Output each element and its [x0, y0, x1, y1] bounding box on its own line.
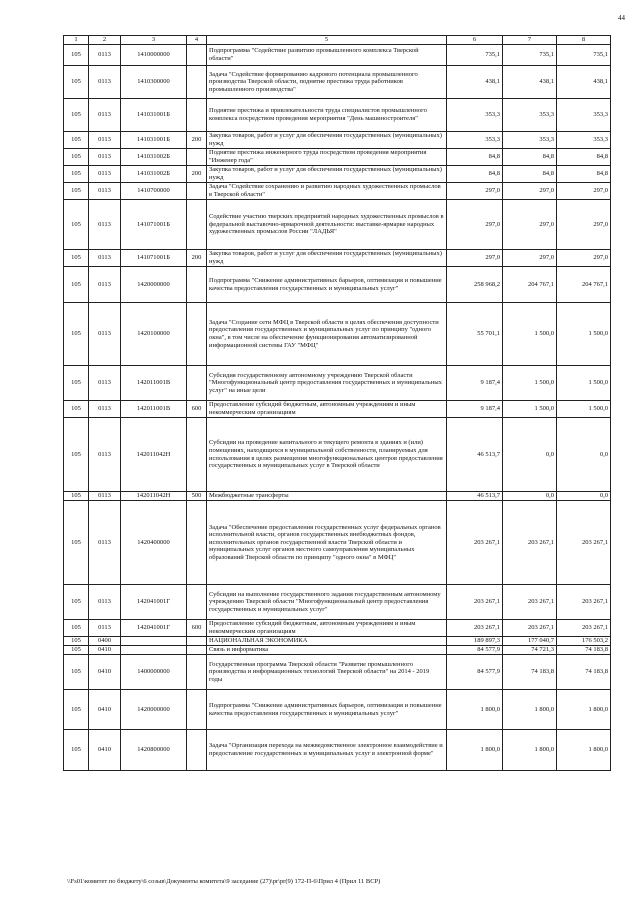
- subsection-code-cell: 0113: [89, 149, 121, 166]
- section-code-cell: 105: [64, 492, 89, 501]
- subsection-code-cell: 0410: [89, 646, 121, 655]
- amount-year1-cell: 55 701,1: [447, 303, 503, 366]
- section-code-cell: 105: [64, 66, 89, 99]
- section-code-cell: 105: [64, 366, 89, 401]
- target-article-cell: 142011001В: [121, 366, 187, 401]
- description-cell: Содействие участию тверских предприятий народных художественных промыслов в федеральной выставочно-ярмарочной деятельности: выставке-ярмарке народных художественных промыслов России "ЛАДЬЯ": [207, 200, 447, 250]
- target-article-cell: 141031002Б: [121, 149, 187, 166]
- header-row: [64, 36, 611, 45]
- description-cell: Подпрограмма "Снижение административных барьеров, оптимизация и повышение качества предоставления государственных и муниципальных услуг": [207, 267, 447, 303]
- amount-year1-cell: 46 513,7: [447, 492, 503, 501]
- subsection-code-cell: 0113: [89, 45, 121, 66]
- table-row: [64, 99, 611, 132]
- description-cell: Задача "Содействие сохранению и развитию народных художественных промыслов в Тверской области": [207, 183, 447, 200]
- amount-year2-cell: 204 767,1: [503, 267, 557, 303]
- budget-table: [63, 35, 611, 771]
- subsection-code-cell: 0113: [89, 66, 121, 99]
- subsection-code-cell: 0113: [89, 166, 121, 183]
- expense-type-cell: 200: [187, 166, 207, 183]
- target-article-cell: [121, 637, 187, 646]
- target-article-cell: 141031002Б: [121, 166, 187, 183]
- amount-year3-cell: 204 767,1: [557, 267, 611, 303]
- amount-year1-cell: 46 513,7: [447, 418, 503, 492]
- amount-year2-cell: 297,0: [503, 250, 557, 267]
- target-article-cell: 1410000000: [121, 45, 187, 66]
- section-code-cell: 105: [64, 200, 89, 250]
- section-code-cell: 105: [64, 303, 89, 366]
- expense-type-cell: [187, 99, 207, 132]
- description-cell: Субсидии на выполнение государственного задания государственным автономному учреждению Тверской области "Многофункциональный центр предоставления государственных и муниципальных услуг": [207, 585, 447, 620]
- description-cell: Закупка товаров, работ и услуг для обеспечения государственных (муниципальных) нужд: [207, 132, 447, 149]
- amount-year1-cell: 438,1: [447, 66, 503, 99]
- expense-type-cell: [187, 366, 207, 401]
- subsection-code-cell: 0113: [89, 183, 121, 200]
- amount-year2-cell: 0,0: [503, 418, 557, 492]
- target-article-cell: 142011042Н: [121, 492, 187, 501]
- subsection-code-cell: 0410: [89, 655, 121, 690]
- expense-type-cell: [187, 637, 207, 646]
- section-code-cell: 105: [64, 690, 89, 730]
- target-article-cell: 1420100000: [121, 303, 187, 366]
- expense-type-cell: [187, 655, 207, 690]
- section-code-cell: 105: [64, 637, 89, 646]
- table-row: [64, 492, 611, 501]
- table-row: [64, 646, 611, 655]
- description-cell: Государственная программа Тверской области "Развитие промышленного производства и информационных технологий Тверской области" на 2014 - 2019 годы: [207, 655, 447, 690]
- description-cell: Закупка товаров, работ и услуг для обеспечения государственных (муниципальных) нужд: [207, 250, 447, 267]
- file-path-footer: \\Fs01\комитет по бюджету\6 созыв\Документы комитета\9 заседание (27)\pr\pr(9) 172-П-6\Прил 4 (Прил 11 ВСР): [67, 878, 381, 885]
- target-article-cell: [121, 646, 187, 655]
- subsection-code-cell: 0113: [89, 132, 121, 149]
- section-code-cell: 105: [64, 646, 89, 655]
- table-row: [64, 401, 611, 418]
- description-cell: Подпрограмма "Снижение административных барьеров, оптимизация и повышение качества предоставления государственных и муниципальных услуг": [207, 690, 447, 730]
- subsection-code-cell: 0113: [89, 492, 121, 501]
- description-cell: Закупка товаров, работ и услуг для обеспечения государственных (муниципальных) нужд: [207, 166, 447, 183]
- table-row: [64, 132, 611, 149]
- description-cell: Субсидия государственному автономному учреждению Тверской области "Многофункциональный центр предоставления государственных и муниципальных услуг" на иные цели: [207, 366, 447, 401]
- table-row: [64, 637, 611, 646]
- amount-year3-cell: 74 183,8: [557, 646, 611, 655]
- target-article-cell: 1420000000: [121, 267, 187, 303]
- target-article-cell: 1420000000: [121, 690, 187, 730]
- amount-year1-cell: 353,3: [447, 99, 503, 132]
- column-header: 5: [207, 36, 447, 45]
- expense-type-cell: 600: [187, 620, 207, 637]
- description-cell: Межбюджетные трансферты: [207, 492, 447, 501]
- amount-year1-cell: 297,0: [447, 250, 503, 267]
- amount-year1-cell: 189 897,3: [447, 637, 503, 646]
- table-row: [64, 200, 611, 250]
- amount-year1-cell: 1 800,0: [447, 690, 503, 730]
- target-article-cell: 141071001Б: [121, 200, 187, 250]
- amount-year1-cell: 203 267,1: [447, 620, 503, 637]
- amount-year1-cell: 258 968,2: [447, 267, 503, 303]
- expense-type-cell: 500: [187, 492, 207, 501]
- table-row: [64, 267, 611, 303]
- subsection-code-cell: 0113: [89, 401, 121, 418]
- description-cell: Подпрограмма "Содействие развитию промышленного комплекса Тверской области": [207, 45, 447, 66]
- column-header: 6: [447, 36, 503, 45]
- section-code-cell: 105: [64, 45, 89, 66]
- amount-year3-cell: 297,0: [557, 250, 611, 267]
- description-cell: Задача "Организация перехода на межведомственное электронное взаимодействие и предоставление государственных и муниципальных услуг в электронной форме": [207, 730, 447, 771]
- subsection-code-cell: 0410: [89, 730, 121, 771]
- amount-year1-cell: 203 267,1: [447, 501, 503, 585]
- amount-year2-cell: 735,1: [503, 45, 557, 66]
- description-cell: Поднятие престижа и привлекательности труда специалистов промышленного комплекса посредством проведения мероприятия "День машиностроителя": [207, 99, 447, 132]
- subsection-code-cell: 0113: [89, 99, 121, 132]
- subsection-code-cell: 0113: [89, 501, 121, 585]
- amount-year2-cell: 353,3: [503, 99, 557, 132]
- page-number: 44: [618, 14, 625, 22]
- target-article-cell: 141031001Б: [121, 132, 187, 149]
- target-article-cell: 142041001Г: [121, 585, 187, 620]
- table-row: [64, 183, 611, 200]
- amount-year2-cell: 1 500,0: [503, 366, 557, 401]
- section-code-cell: 105: [64, 99, 89, 132]
- amount-year2-cell: 1 800,0: [503, 730, 557, 771]
- section-code-cell: 105: [64, 501, 89, 585]
- table-row: [64, 303, 611, 366]
- subsection-code-cell: 0113: [89, 585, 121, 620]
- amount-year2-cell: 203 267,1: [503, 585, 557, 620]
- amount-year2-cell: 1 500,0: [503, 303, 557, 366]
- amount-year2-cell: 0,0: [503, 492, 557, 501]
- subsection-code-cell: 0113: [89, 267, 121, 303]
- target-article-cell: 1410300000: [121, 66, 187, 99]
- amount-year2-cell: 297,0: [503, 200, 557, 250]
- amount-year2-cell: 297,0: [503, 183, 557, 200]
- amount-year3-cell: 84,8: [557, 149, 611, 166]
- subsection-code-cell: 0113: [89, 250, 121, 267]
- expense-type-cell: [187, 267, 207, 303]
- section-code-cell: 105: [64, 585, 89, 620]
- table-row: [64, 66, 611, 99]
- expense-type-cell: [187, 200, 207, 250]
- amount-year3-cell: 203 267,1: [557, 501, 611, 585]
- section-code-cell: 105: [64, 418, 89, 492]
- expense-type-cell: 200: [187, 132, 207, 149]
- expense-type-cell: [187, 45, 207, 66]
- table-row: [64, 366, 611, 401]
- amount-year3-cell: 203 267,1: [557, 620, 611, 637]
- section-code-cell: 105: [64, 620, 89, 637]
- section-code-cell: 105: [64, 132, 89, 149]
- table-row: [64, 250, 611, 267]
- column-header: 8: [557, 36, 611, 45]
- amount-year3-cell: 0,0: [557, 492, 611, 501]
- amount-year1-cell: 1 800,0: [447, 730, 503, 771]
- amount-year3-cell: 84,8: [557, 166, 611, 183]
- expense-type-cell: [187, 66, 207, 99]
- section-code-cell: 105: [64, 250, 89, 267]
- description-cell: Предоставление субсидий бюджетным, автономным учреждениям и иным некоммерческим организациям: [207, 401, 447, 418]
- description-cell: Задача "Содействие формированию кадрового потенциала промышленного производства Тверской области, поднятие престижа труда работников промышленного производства": [207, 66, 447, 99]
- expense-type-cell: 200: [187, 250, 207, 267]
- amount-year3-cell: 0,0: [557, 418, 611, 492]
- description-cell: Задача "Создание сети МФЦ в Тверской области в целях обеспечения доступности предоставления государственных и муниципальных услуг по принципу "одного окна", в том числе на обеспечение функционирования автоматизированной информационной системы ГАУ "МФЦ": [207, 303, 447, 366]
- description-cell: Задача "Обеспечение предоставления государственных услуг федеральных органов исполнительной власти, органов государственных внебюджетных фондов, исполнительных органов государственной власти Тверской области и муниципальных услуг органов местного самоуправления муниципальных образований Тверской области по принципу "одного окна" в МФЦ": [207, 501, 447, 585]
- section-code-cell: 105: [64, 149, 89, 166]
- target-article-cell: 142011042Н: [121, 418, 187, 492]
- section-code-cell: 105: [64, 183, 89, 200]
- section-code-cell: 105: [64, 166, 89, 183]
- amount-year3-cell: 1 800,0: [557, 690, 611, 730]
- amount-year1-cell: 84 577,9: [447, 655, 503, 690]
- amount-year1-cell: 84,8: [447, 166, 503, 183]
- section-code-cell: 105: [64, 730, 89, 771]
- subsection-code-cell: 0113: [89, 418, 121, 492]
- expense-type-cell: [187, 149, 207, 166]
- amount-year2-cell: 203 267,1: [503, 620, 557, 637]
- section-code-cell: 105: [64, 655, 89, 690]
- target-article-cell: 1400000000: [121, 655, 187, 690]
- table-row: [64, 418, 611, 492]
- column-header: 7: [503, 36, 557, 45]
- table-row: [64, 166, 611, 183]
- amount-year1-cell: 735,1: [447, 45, 503, 66]
- amount-year2-cell: 353,3: [503, 132, 557, 149]
- target-article-cell: 1420400000: [121, 501, 187, 585]
- target-article-cell: 142041001Г: [121, 620, 187, 637]
- amount-year3-cell: 297,0: [557, 183, 611, 200]
- amount-year2-cell: 1 800,0: [503, 690, 557, 730]
- amount-year3-cell: 176 503,2: [557, 637, 611, 646]
- subsection-code-cell: 0410: [89, 690, 121, 730]
- expense-type-cell: [187, 183, 207, 200]
- subsection-code-cell: 0113: [89, 303, 121, 366]
- amount-year1-cell: 353,3: [447, 132, 503, 149]
- expense-type-cell: [187, 501, 207, 585]
- amount-year3-cell: 1 500,0: [557, 366, 611, 401]
- target-article-cell: 1420800000: [121, 730, 187, 771]
- amount-year2-cell: 74 721,3: [503, 646, 557, 655]
- column-header: 3: [121, 36, 187, 45]
- amount-year3-cell: 297,0: [557, 200, 611, 250]
- subsection-code-cell: 0113: [89, 620, 121, 637]
- amount-year1-cell: 9 187,4: [447, 366, 503, 401]
- amount-year3-cell: 1 800,0: [557, 730, 611, 771]
- table-row: [64, 149, 611, 166]
- amount-year3-cell: 1 500,0: [557, 401, 611, 418]
- description-cell: Связь и информатика: [207, 646, 447, 655]
- description-cell: Поднятие престижа инженерного труда посредством проведения мероприятия "Инженер года": [207, 149, 447, 166]
- description-cell: Предоставление субсидий бюджетным, автономным учреждениям и иным некоммерческим организациям: [207, 620, 447, 637]
- amount-year3-cell: 203 267,1: [557, 585, 611, 620]
- table-row: [64, 730, 611, 771]
- target-article-cell: 141071001Б: [121, 250, 187, 267]
- amount-year2-cell: 438,1: [503, 66, 557, 99]
- amount-year2-cell: 1 500,0: [503, 401, 557, 418]
- expense-type-cell: [187, 585, 207, 620]
- subsection-code-cell: 0113: [89, 200, 121, 250]
- table-row: [64, 655, 611, 690]
- expense-type-cell: [187, 730, 207, 771]
- table-row: [64, 620, 611, 637]
- subsection-code-cell: 0400: [89, 637, 121, 646]
- amount-year1-cell: 297,0: [447, 200, 503, 250]
- target-article-cell: 141031001Б: [121, 99, 187, 132]
- section-code-cell: 105: [64, 401, 89, 418]
- amount-year2-cell: 84,8: [503, 149, 557, 166]
- amount-year1-cell: 84,8: [447, 149, 503, 166]
- amount-year3-cell: 353,3: [557, 99, 611, 132]
- table-row: [64, 690, 611, 730]
- table-row: [64, 501, 611, 585]
- amount-year3-cell: 353,3: [557, 132, 611, 149]
- column-header: 2: [89, 36, 121, 45]
- amount-year3-cell: 438,1: [557, 66, 611, 99]
- expense-type-cell: [187, 646, 207, 655]
- target-article-cell: 1410700000: [121, 183, 187, 200]
- amount-year2-cell: 177 040,7: [503, 637, 557, 646]
- amount-year3-cell: 1 500,0: [557, 303, 611, 366]
- table-row: [64, 585, 611, 620]
- expense-type-cell: [187, 303, 207, 366]
- column-header: 4: [187, 36, 207, 45]
- description-cell: НАЦИОНАЛЬНАЯ ЭКОНОМИКА: [207, 637, 447, 646]
- amount-year1-cell: 84 577,9: [447, 646, 503, 655]
- target-article-cell: 142011001В: [121, 401, 187, 418]
- amount-year3-cell: 74 183,8: [557, 655, 611, 690]
- amount-year2-cell: 203 267,1: [503, 501, 557, 585]
- expense-type-cell: [187, 418, 207, 492]
- column-header: 1: [64, 36, 89, 45]
- amount-year2-cell: 84,8: [503, 166, 557, 183]
- amount-year3-cell: 735,1: [557, 45, 611, 66]
- amount-year2-cell: 74 183,8: [503, 655, 557, 690]
- section-code-cell: 105: [64, 267, 89, 303]
- description-cell: Субсидии на проведение капитального и текущего ремонта в зданиях и (или) помещениях, находящихся в муниципальной собственности, планируемых для использования в целях размещения многофункциональных центров предоставления государственных и муниципальных услуг в Тверской области: [207, 418, 447, 492]
- amount-year1-cell: 9 187,4: [447, 401, 503, 418]
- expense-type-cell: 600: [187, 401, 207, 418]
- table-row: [64, 45, 611, 66]
- amount-year1-cell: 203 267,1: [447, 585, 503, 620]
- expense-type-cell: [187, 690, 207, 730]
- amount-year1-cell: 297,0: [447, 183, 503, 200]
- subsection-code-cell: 0113: [89, 366, 121, 401]
